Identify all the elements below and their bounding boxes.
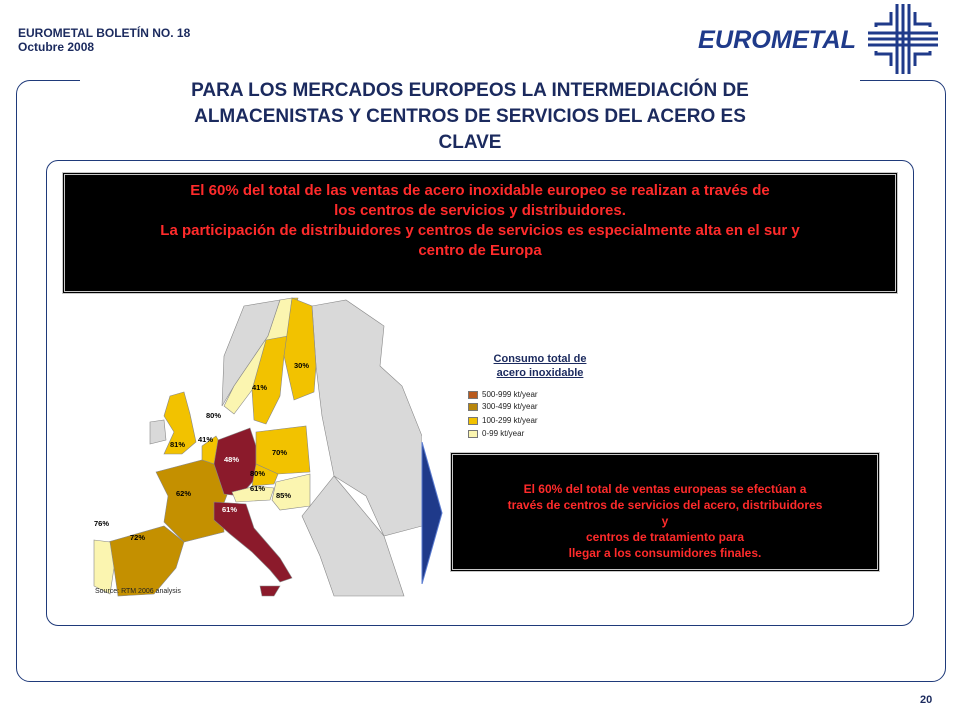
- title-line-3: CLAVE: [438, 132, 502, 153]
- label-austria: 61%: [250, 484, 266, 493]
- summary-line-1: El 60% del total de las ventas de acero inoxidable europeo se realizan a través de: [190, 182, 770, 199]
- label-czech: 80%: [250, 469, 266, 478]
- summary-line-2: los centros de servicios y distribuidores.: [334, 202, 626, 219]
- label-france: 62%: [176, 489, 192, 498]
- label-italy: 61%: [222, 505, 238, 514]
- label-norway: 80%: [206, 411, 222, 420]
- conclusion-box: [450, 452, 880, 572]
- conclusion-line-5: llegar a los consumidores finales.: [568, 546, 762, 560]
- label-germany: 48%: [224, 455, 240, 464]
- slide-title: [80, 78, 860, 156]
- label-hungary: 85%: [276, 491, 292, 500]
- legend-title-line-1: Consumo total de: [493, 353, 587, 365]
- legend-label: 0-99 kt/year: [482, 429, 525, 438]
- legend-label: 300-499 kt/year: [482, 402, 538, 411]
- legend-title-line-2: acero inoxidable: [496, 367, 584, 379]
- conclusion-line-4: centros de tratamiento para: [585, 530, 745, 544]
- conclusion-line-3: y: [661, 514, 669, 528]
- label-poland: 70%: [272, 448, 288, 457]
- label-sweden: 41%: [252, 383, 268, 392]
- legend-item-0-99: [482, 429, 524, 439]
- logo-wordmark: EUROMETAL: [698, 26, 856, 54]
- title-line-1: PARA LOS MERCADOS EUROPEOS LA INTERMEDIACIÓN DE: [191, 80, 749, 101]
- legend-swatch: [468, 391, 478, 399]
- eurometal-logo: [694, 2, 944, 78]
- summary-line-3: La participación de distribuidores y centros de servicios es especialmente alta en el sur y: [160, 222, 800, 239]
- legend-label: 500-999 kt/year: [482, 390, 538, 399]
- region-portugal: [94, 540, 114, 594]
- legend-item-500-999: [482, 390, 538, 400]
- legend-swatch: [468, 430, 478, 438]
- europe-map: [84, 296, 422, 600]
- conclusion-line-1: El 60% del total de ventas europeas se efectúan a: [523, 482, 807, 496]
- summary-line-4: centro de Europa: [418, 242, 542, 259]
- logo-cross-symbol: [868, 4, 938, 74]
- map-source: Source: RTM 2006 analysis: [95, 588, 181, 595]
- legend-swatch: [468, 403, 478, 411]
- legend-item-100-299: [482, 416, 538, 426]
- bulletin-date: Octubre 2008: [18, 40, 95, 54]
- chevron-right-icon: [420, 442, 444, 584]
- summary-box: [62, 172, 898, 294]
- title-line-2: ALMACENISTAS Y CENTROS DE SERVICIOS DEL ACERO ES: [194, 106, 746, 127]
- legend-label: 100-299 kt/year: [482, 416, 538, 425]
- page-number: 20: [920, 694, 933, 706]
- region-ireland: [150, 420, 166, 444]
- legend-item-300-499: [482, 402, 538, 412]
- conclusion-line-2: través de centros de servicios del acero, distribuidores: [507, 498, 823, 512]
- label-finland: 30%: [294, 361, 310, 370]
- label-spain: 72%: [130, 533, 146, 542]
- legend-swatch: [468, 417, 478, 425]
- label-portugal: 76%: [94, 519, 110, 528]
- legend-title: [470, 352, 610, 380]
- label-benelux: 41%: [198, 435, 214, 444]
- bulletin-header: [18, 26, 190, 54]
- label-uk: 81%: [170, 440, 186, 449]
- bulletin-name: EUROMETAL BOLETÍN NO. 18: [18, 26, 191, 40]
